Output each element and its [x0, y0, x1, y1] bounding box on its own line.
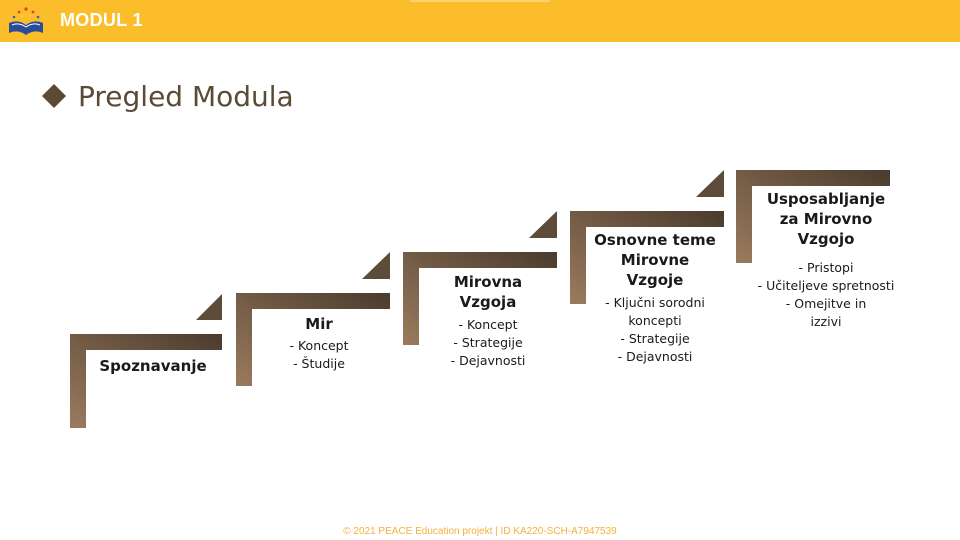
step-4-item: - Ključni sorodni koncepti	[605, 295, 705, 328]
step-4-item: - Dejavnosti	[617, 349, 693, 364]
step-3-item: - Strategije	[453, 335, 523, 350]
step-5-item: - Omejitve in izzivi	[785, 296, 867, 329]
step-3-title: Mirovna Vzgoja	[453, 273, 523, 311]
step-4-item: - Strategije	[620, 331, 690, 346]
footer-copyright: © 2021 PEACE Education projekt | ID KA220-SCH-A7947539	[343, 526, 617, 537]
step-5-text	[755, 189, 897, 331]
step-2-text	[256, 314, 382, 373]
step-3-item: - Koncept	[458, 317, 518, 332]
step-4-text	[592, 230, 718, 366]
step-2-item: - Koncept	[289, 338, 349, 353]
step-3-text	[429, 272, 547, 370]
step-2-title: Mir	[305, 315, 333, 333]
step-5-item: - Učiteljeve spretnosti	[757, 278, 895, 293]
step-1-title: Spoznavanje	[99, 357, 207, 375]
step-5-title: Usposabljanje za Mirovno Vzgojo	[766, 190, 886, 248]
step-3-item: - Dejavnosti	[450, 353, 526, 368]
step-5-item: - Pristopi	[798, 260, 854, 275]
step-4-title: Osnovne teme Mirovne Vzgoje	[594, 231, 716, 289]
step-2-item: - Študije	[293, 356, 345, 371]
module-label: MODUL 1	[60, 10, 143, 30]
step-1-text	[92, 356, 214, 376]
page-title: Pregled Modula	[78, 80, 294, 113]
